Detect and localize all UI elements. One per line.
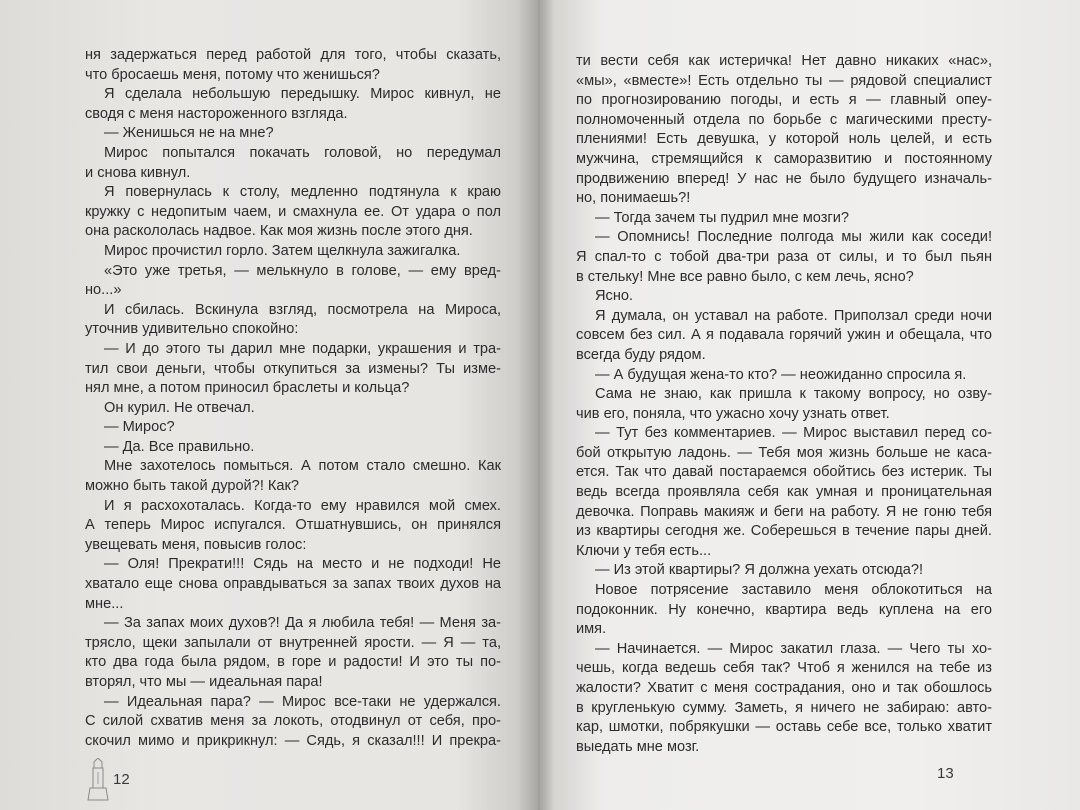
text-line: «мы», «вместе»! Есть отдельно ты — рядовой специалист	[576, 72, 992, 89]
text-line: по прогнозированию погоды, и есть я — главный опеу-	[576, 92, 992, 109]
text-line: хватало еще снова оправдываться за запах твоих духов на	[85, 576, 501, 593]
text-line: С силой схватив меня за локоть, отодвинул от себя, про-	[85, 713, 501, 730]
text-line: мужчина, стремящийся к саморазвитию и постоянному	[576, 150, 992, 167]
text-line: плениями! Есть девушка, у которой ноль целей, и есть	[576, 131, 992, 148]
text-line: скочил мимо и прикрикнул: — Сядь, я сказал!!! И прекра-	[85, 732, 501, 749]
text-line: чешь, когда ведешь себя так? Чтоб я женился на тебе из	[576, 660, 992, 677]
text-line: полномоченный отдела по борьбе с магическими престу-	[576, 111, 992, 128]
text-line: тил свои деньги, чтобы откупиться за измены? Ты изме-	[85, 360, 501, 377]
text-line: имя.	[576, 621, 607, 638]
left-page-text	[85, 46, 501, 751]
text-line: и снова кивнул.	[85, 164, 191, 181]
text-line: — Из этой квартиры? Я должна уехать отсюда?!	[595, 562, 924, 579]
text-line: кто два года была рядом, в горе и радости! И это ты по-	[85, 654, 501, 671]
text-line: — Женишься не на мне?	[104, 125, 274, 142]
text-line: но, понимаешь?!	[576, 190, 691, 207]
text-line: Я думала, он уставал на работе. Приползал среди ночи	[595, 307, 992, 324]
text-line: увещевать меня, повысив голос:	[85, 536, 307, 553]
text-line: в стельку! Мне все равно было, с кем лечь, ясно?	[576, 268, 914, 285]
text-line: Я повернулась к столу, медленно подтянула к краю	[104, 184, 501, 201]
text-line: мне...	[85, 595, 124, 612]
text-line: Мирос попытался покачать головой, но передумал	[104, 144, 501, 161]
text-line: — За запах моих духов?! Да я любила тебя! — Меня за-	[104, 615, 501, 632]
text-line: чив его, поняла, что ужасно хочу узнать ответ.	[576, 405, 890, 422]
text-line: жалости? Хватит с меня сострадания, оно и так обошлось	[576, 680, 992, 696]
text-line: ется. Так что давай постараемся обойтись без истерик. Ты	[576, 464, 992, 481]
text-line: — Да. Все правильно.	[104, 438, 255, 455]
text-line: вторял, что мы — идеальная пара!	[85, 674, 323, 690]
text-line: — Мирос?	[104, 419, 175, 436]
text-line: в кругленькую сумму. Заметь, я ничего не забираю: авто-	[576, 699, 992, 716]
text-line: — Оля! Прекрати!!! Сядь на место и не подходи! Не	[104, 556, 501, 573]
text-line: совсем без сил. А я подавала горячий ужин и обещала, что	[576, 327, 992, 344]
page-number-right: 13	[937, 765, 954, 782]
right-page-text	[576, 52, 992, 757]
text-line: И сбилась. Вскинула взгляд, посмотрела на Мироса,	[104, 301, 501, 318]
text-line: что бросаешь меня, потому что женишься?	[85, 66, 380, 83]
text-line: Я спал-то с тобой два-три раза от силы, и то был пьян	[576, 248, 992, 265]
text-line: выедать мне мозг.	[576, 738, 700, 755]
text-line: из квартиры сегодня же. Соберешься в течение пары дней.	[576, 523, 992, 540]
text-line: Он курил. Не отвечал.	[104, 399, 255, 416]
text-line: всегда буду рядом.	[576, 346, 706, 363]
text-line: бой открытую ладонь. — Тебя моя жизнь больше не каса-	[576, 444, 992, 461]
tower-emblem-icon	[86, 758, 110, 802]
text-line: девочка. Поправь макияж и беги на работу. Я не гоню тебя	[576, 503, 992, 520]
text-line: Ключи у тебя есть...	[576, 542, 712, 559]
text-line: продвижению вперед! У нас не было будущего изначаль-	[576, 170, 992, 187]
text-line: уточнив удивительно спокойно:	[85, 321, 299, 338]
text-line: подоконник. Ну конечно, квартира ведь куплена на его	[576, 601, 992, 618]
text-line: сводя с меня настороженного взгляда.	[85, 105, 348, 122]
page-number-left: 12	[113, 771, 130, 788]
text-line: нял мне, а потом приносил браслеты и кольца?	[85, 380, 410, 397]
text-line: ти вести себя как истеричка! Нет давно никаких «нас»,	[576, 53, 992, 69]
text-line: Сама не знаю, как пришла к такому вопросу, но озву-	[595, 386, 992, 403]
text-line: трясло, щеки запылали от внутренней ярости. — Я — та,	[85, 634, 501, 651]
text-line: кар, шмотки, побрякушки — оставь себе все, только хватит	[576, 719, 992, 736]
text-line: — И до этого ты дарил мне подарки, украшения и тра-	[104, 340, 501, 357]
text-line: Я сделала небольшую передышку. Мирос кивнул, не	[104, 86, 501, 103]
text-line: она раскололась надвое. Как моя жизнь после этого дня.	[85, 223, 473, 240]
text-line: — Начинается. — Мирос закатил глаза. — Чего ты хо-	[595, 640, 992, 657]
text-line: Новое потрясение заставило меня облокотиться на	[595, 582, 992, 599]
text-line: Мне захотелось помыться. А потом стало смешно. Как	[104, 458, 501, 475]
text-line: ня задержаться перед работой для того, чтобы сказать,	[85, 47, 501, 63]
text-line: А теперь Мирос испугался. Отшатнувшись, он принялся	[85, 517, 501, 534]
text-line: кружку с недопитым чаем, и смахнула ее. От удара о пол	[85, 203, 501, 220]
text-line: — А будущая жена-то кто? — неожиданно спросила я.	[595, 366, 967, 383]
text-line: «Это уже третья, — мелькнуло в голове, — ему вред-	[104, 262, 501, 279]
text-line: можно быть такой дурой?! Как?	[85, 478, 300, 495]
text-line: — Идеальная пара? — Мирос все-таки не удержался.	[104, 693, 501, 710]
text-line: — Тогда зачем ты пудрил мне мозги?	[595, 209, 850, 226]
text-line: — Опомнись! Последние полгода мы жили как соседи!	[595, 229, 992, 246]
text-line: И я расхохоталась. Когда-то ему нравился мой смех.	[104, 497, 501, 514]
text-line: ведь всегда проявляла себя как умная и проницательная	[576, 484, 992, 501]
text-line: Ясно.	[595, 288, 634, 305]
text-line: Мирос прочистил горло. Затем щелкнула зажигалка.	[104, 242, 461, 259]
text-line: но...»	[85, 282, 122, 299]
text-line: — Тут без комментариев. — Мирос выставил перед со-	[595, 425, 992, 442]
